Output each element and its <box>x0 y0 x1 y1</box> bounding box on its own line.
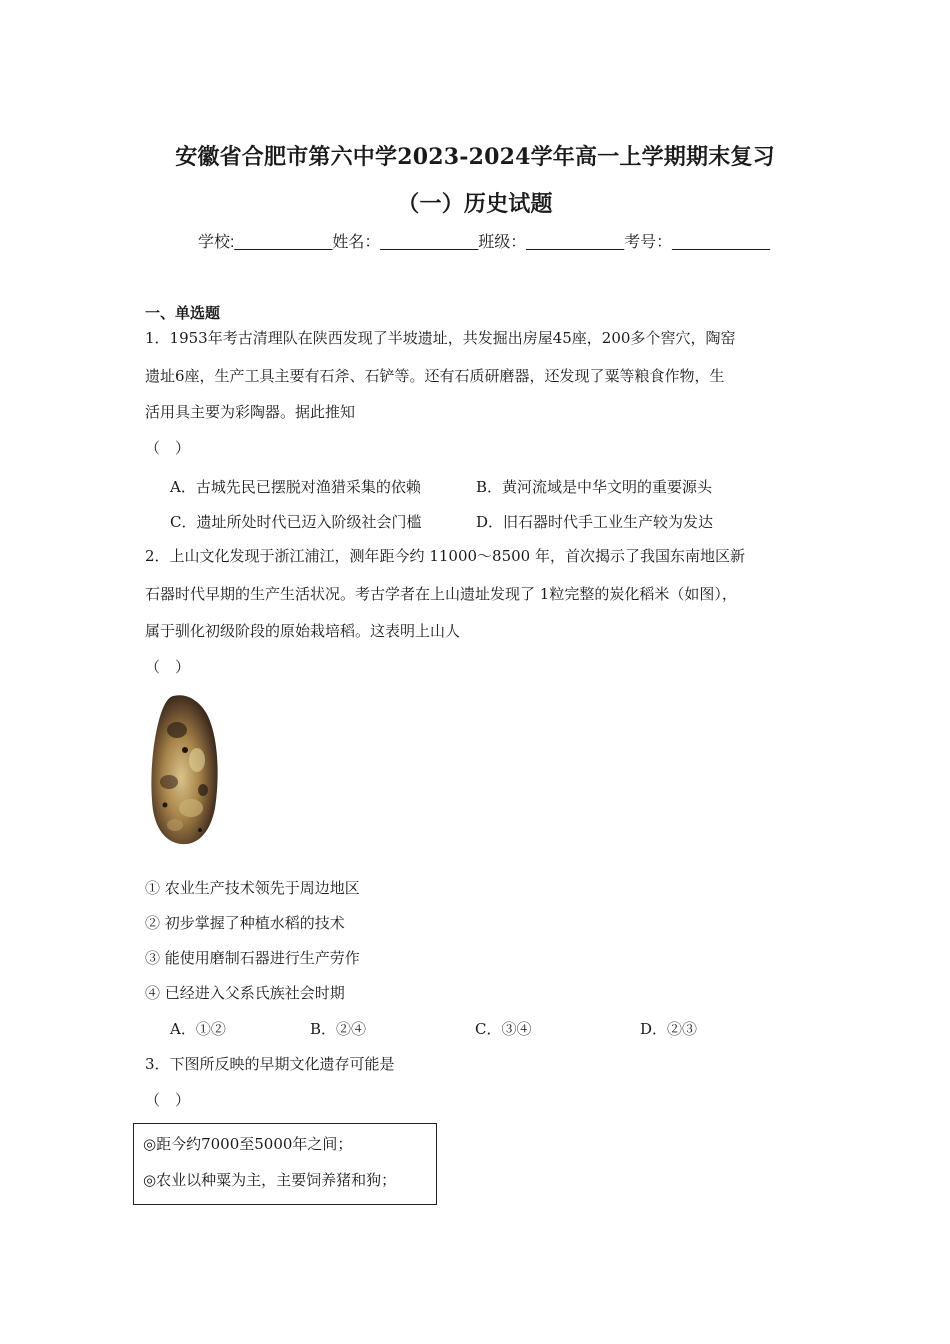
q3-answer-paren: （ ） <box>145 1091 191 1109</box>
q1-option-a[interactable]: A．古城先民已摆脱对渔猎采集的依赖 <box>170 478 421 496</box>
q3-box-line2: ◎农业以种粟为主，主要饲养猪和狗； <box>143 1171 397 1189</box>
student-info-line: 学校:___________姓名：___________班级：___________考号：___________ <box>198 234 770 251</box>
q2-option-a[interactable]: A．①② <box>170 1020 226 1038</box>
q1-stem-line3: 活用具主要为彩陶器。据此推知 <box>145 403 356 421</box>
q1-option-d[interactable]: D．旧石器时代手工业生产较为发达 <box>476 513 714 531</box>
q2-statement-3: ③ 能使用磨制石器进行生产劳作 <box>145 949 360 967</box>
q1-answer-paren: （ ） <box>145 439 191 457</box>
page-subtitle: （一）历史试题 <box>397 191 553 217</box>
q2-answer-paren: （ ） <box>145 658 191 676</box>
q1-stem-line1: 1．1953年考古清理队在陕西发现了半坡遗址，共发掘出房屋45座，200多个窖穴，陶窑 <box>145 329 736 347</box>
q2-statement-2: ② 初步掌握了种植水稻的技术 <box>145 914 345 932</box>
q2-statement-4: ④ 已经进入父系氏族社会时期 <box>145 984 345 1002</box>
q3-stem-line1: 3．下图所反映的早期文化遗存可能是 <box>145 1055 395 1073</box>
section-heading-single-choice: 一、单选题 <box>145 305 221 322</box>
q2-option-d[interactable]: D．②③ <box>640 1020 698 1038</box>
q1-option-b[interactable]: B．黄河流域是中华文明的重要源头 <box>476 478 713 496</box>
q3-box-line1: ◎距今约7000至5000年之间； <box>143 1135 353 1153</box>
page-title: 安徽省合肥市第六中学2023-2024学年高一上学期期末复习 <box>175 144 775 170</box>
q2-option-c[interactable]: C．③④ <box>475 1020 532 1038</box>
q2-option-b[interactable]: B．②④ <box>310 1020 367 1038</box>
carbonized-rice-image <box>145 690 225 850</box>
q2-statement-1: ① 农业生产技术领先于周边地区 <box>145 879 360 897</box>
q2-stem-line1: 2．上山文化发现于浙江浦江，测年距今约 11000～8500 年，首次揭示了我国东南地区新 <box>145 547 745 565</box>
q1-stem-line2: 遗址6座，生产工具主要有石斧、石铲等。还有石质研磨器，还发现了粟等粮食作物，生 <box>145 367 725 385</box>
q2-stem-line3: 属于驯化初级阶段的原始栽培稻。这表明上山人 <box>145 622 461 640</box>
q1-option-c[interactable]: C．遗址所处时代已迈入阶级社会门槛 <box>170 513 422 531</box>
q2-stem-line2: 石器时代早期的生产生活状况。考古学者在上山遗址发现了 1粒完整的炭化稻米（如图）， <box>145 585 737 603</box>
